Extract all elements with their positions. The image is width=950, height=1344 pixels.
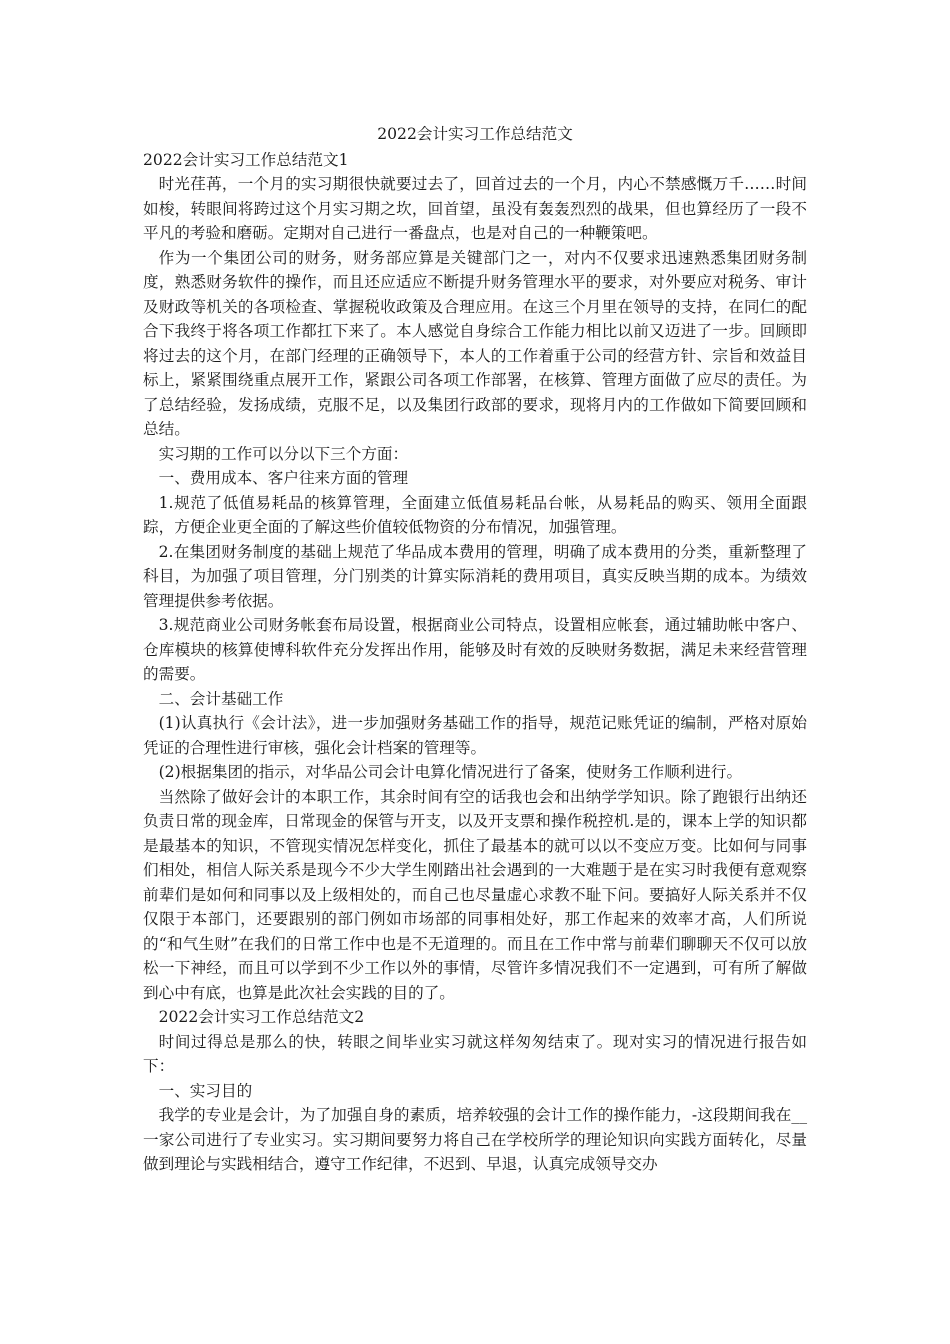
document-page [143, 122, 807, 1177]
section-1-heading: 2022会计实习工作总结范文1 [143, 150, 349, 169]
paragraph: 3.规范商业公司财务帐套布局设置，根据商业公司特点，设置相应帐套，通过辅助帐中客户、仓库模块的核算使博科软件充分发挥出作用，能够及时有效的反映财务数据，满足未来经营管理的需要。 [143, 616, 807, 683]
section-2-heading: 2022会计实习工作总结范文2 [158, 1008, 365, 1026]
subheading: 二、会计基础工作 [158, 689, 284, 708]
paragraph: 1.规范了低值易耗品的核算管理，全面建立低值易耗品台帐，从易耗品的购买、领用全面跟踪，方便企业更全面的了解这些价值较低物资的分布情况，加强管理。 [143, 493, 807, 536]
subheading: 一、费用成本、客户往来方面的管理 [158, 469, 409, 487]
paragraph: 当然除了做好会计的本职工作，其余时间有空的话我也会和出纳学学知识。除了跑银行出纳还负责日常的现金库，日常现金的保管与开支，以及开支票和操作税控机.是的，课本上学的知识都是最基本的知识，不管现实情况怎样变化，抓住了最基本的就可以以不变应万变。比如何与同事们相处，相信人际关系是现今不少大学生刚踏出社会遇到的一大难题于是在实习时我便有意观察前辈们是如何和同事以及上级相处的，而自己也尽量虚心求教不耻下问。要搞好人际关系并不仅仅限于本部门，还要跟别的部门例如市场部的同事相处好，那工作起来的效率才高，人们所说的“和气生财”在我们的日常工作中也是不无道理的。而且在工作中常与前辈们聊聊天不仅可以放松一下神经，而且可以学到不少工作以外的事情，尽管许多情况我们不一定遇到，可有所了解做到心中有底，也算是此次社会实践的目的了。 [143, 787, 807, 1002]
paragraph: 实习期的工作可以分以下三个方面： [158, 444, 409, 463]
paragraph: 时间过得总是那么的快，转眼之间毕业实习就这样匆匆结束了。现对实习的情况进行报告如下： [143, 1032, 807, 1075]
document-title: 2022会计实习工作总结范文 [377, 125, 573, 143]
subheading: 一、实习目的 [158, 1081, 253, 1100]
paragraph: 2.在集团财务制度的基础上规范了华品成本费用的管理，明确了成本费用的分类，重新整理了科目，为加强了项目管理，分门别类的计算实际消耗的费用项目，真实反映当期的成本。为绩效管理提供参考依据。 [143, 542, 807, 610]
paragraph: (2)根据集团的指示，对华品公司会计电算化情况进行了备案，使财务工作顺利进行。 [158, 763, 743, 781]
paragraph: 时光荏苒，一个月的实习期很快就要过去了，回首过去的一个月，内心不禁感慨万千……时间如梭，转眼间将跨过这个月实习期之坎，回首望，虽没有轰轰烈烈的战果，但也算经历了一段不平凡的考验和磨砺。定期对自己进行一番盘点，也是对自己的一种鞭策吧。 [143, 175, 807, 242]
paragraph: (1)认真执行《会计法》，进一步加强财务基础工作的指导，规范记账凭证的编制，严格对原始凭证的合理性进行审核，强化会计档案的管理等。 [143, 714, 807, 757]
paragraph: 作为一个集团公司的财务，财务部应算是关键部门之一，对内不仅要求迅速熟悉集团财务制度，熟悉财务软件的操作，而且还应适应不断提升财务管理水平的要求，对外要应对税务、审计及财政等机关的各项检查、掌握税收政策及合理应用。在这三个月里在领导的支持，在同仁的配合下我终于将各项工作都扛下来了。本人感觉自身综合工作能力相比以前又迈进了一步。回顾即将过去的这个月，在部门经理的正确领导下，本人的工作着重于公司的经营方针、宗旨和效益目标上，紧紧围绕重点展开工作，紧跟公司各项工作部署，在核算、管理方面做了应尽的责任。为了总结经验，发扬成绩，克服不足，以及集团行政部的要求，现将月内的工作做如下简要回顾和总结。 [143, 248, 807, 438]
paragraph: 我学的专业是会计，为了加强自身的素质，培养较强的会计工作的操作能力，-这段期间我在__一家公司进行了专业实习。实习期间要努力将自己在学校所学的理论知识向实践方面转化，尽量做到理论与实践相结合，遵守工作纪律，不迟到、早退，认真完成领导交办 [143, 1106, 807, 1173]
